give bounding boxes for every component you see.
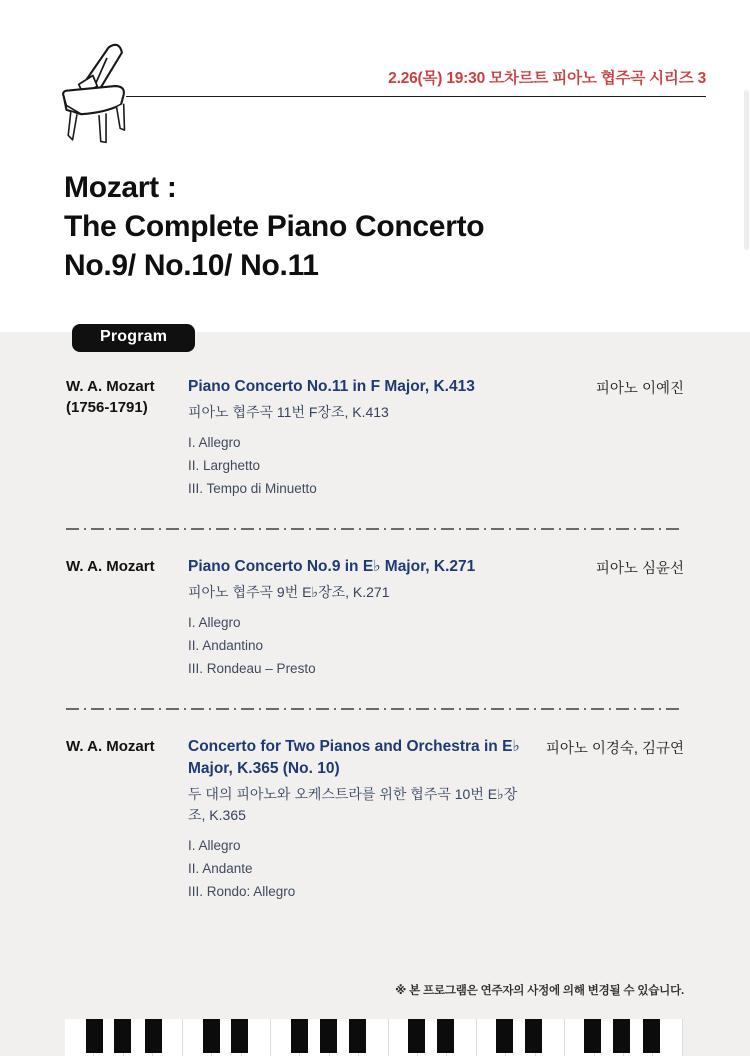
entry-divider-line (66, 528, 684, 530)
movement-item: III. Rondo: Allegro (188, 884, 296, 899)
performer-names: 피아노 심윤선 (595, 561, 684, 577)
grand-piano-illustration (55, 40, 143, 148)
black-key (643, 1019, 660, 1053)
movement-list (188, 431, 582, 500)
piece-column (188, 376, 596, 500)
black-key (437, 1019, 454, 1053)
movement-list (188, 611, 582, 680)
piece-title-korean: 피아노 협주곡 9번 E♭장조, K.271 (188, 584, 390, 600)
composer-name: W. A. Mozart (66, 378, 155, 395)
black-key (320, 1019, 337, 1053)
movement-item: I. Allegro (188, 435, 241, 450)
black-key (145, 1019, 162, 1053)
black-key (525, 1019, 542, 1053)
composer-dates: (1756-1791) (66, 399, 148, 416)
movement-item: II. Larghetto (188, 458, 261, 473)
page-title-line-2: The Complete Piano Concerto (64, 210, 485, 243)
page-title-line-1: Mozart : (64, 171, 177, 204)
entry-divider-line (66, 708, 684, 710)
header-divider-line (126, 96, 706, 97)
program-section-badge: Program (72, 324, 195, 352)
black-key (86, 1019, 103, 1053)
black-key (408, 1019, 425, 1053)
piano-keyboard-graphic (65, 1019, 683, 1056)
piece-title: Concerto for Two Pianos and Orchestra in E♭ Major, K.365 (No. 10) (188, 738, 520, 777)
performer-names: 피아노 이경숙, 김규연 (545, 741, 684, 757)
black-key (613, 1019, 630, 1053)
scrollbar-thumb[interactable] (744, 90, 749, 250)
composer-name: W. A. Mozart (66, 738, 155, 755)
piece-title: Piano Concerto No.9 in E♭ Major, K.271 (188, 558, 476, 575)
composer-column (66, 556, 188, 577)
piece-title: Piano Concerto No.11 in F Major, K.413 (188, 378, 475, 395)
composer-name: W. A. Mozart (66, 558, 155, 575)
piece-column (188, 556, 596, 680)
black-key (496, 1019, 513, 1053)
event-info-text: 2.26(목) 19:30 모차르트 피아노 협주곡 시리즈 3 (388, 70, 706, 87)
black-key (231, 1019, 248, 1053)
black-key (584, 1019, 601, 1053)
black-key (114, 1019, 131, 1053)
movement-list (188, 834, 532, 903)
movement-item: III. Rondeau – Presto (188, 661, 316, 676)
program-entry (66, 736, 684, 903)
program-change-notice: ※ 본 프로그램은 연주자의 사정에 의해 변경될 수 있습니다. (395, 985, 684, 997)
program-list (66, 376, 684, 903)
piece-title-korean: 두 대의 피아노와 오케스트라를 위한 협주곡 10번 E♭장조, K.365 (188, 786, 518, 823)
black-key (203, 1019, 220, 1053)
movement-item: II. Andante (188, 861, 253, 876)
movement-item: I. Allegro (188, 838, 241, 853)
page-title-line-3: No.9/ No.10/ No.11 (64, 249, 319, 282)
movement-item: II. Andantino (188, 638, 264, 653)
black-key (349, 1019, 366, 1053)
movement-item: I. Allegro (188, 615, 241, 630)
piece-column (188, 736, 546, 903)
composer-column (66, 736, 188, 757)
performer-names: 피아노 이예진 (595, 381, 684, 397)
program-entry (66, 376, 684, 500)
page-title (64, 168, 484, 285)
piece-title-korean: 피아노 협주곡 11번 F장조, K.413 (188, 404, 389, 420)
program-entry (66, 556, 684, 680)
composer-column (66, 376, 188, 418)
black-key (291, 1019, 308, 1053)
movement-item: III. Tempo di Minuetto (188, 481, 317, 496)
